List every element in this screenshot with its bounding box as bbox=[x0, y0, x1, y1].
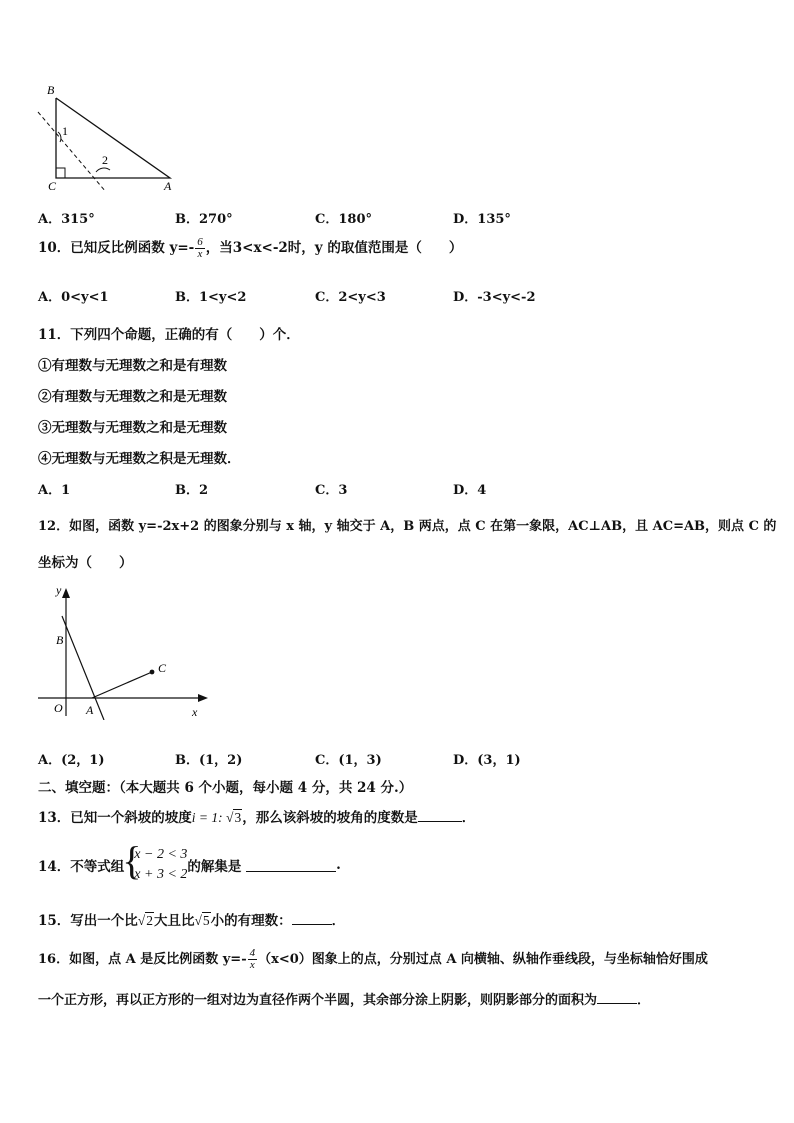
q10-option-a[interactable]: A．0<y<1 bbox=[38, 290, 109, 305]
q11-proposition-1: ①有理数与无理数之和是有理数 bbox=[38, 358, 227, 374]
vertex-label-a: A bbox=[164, 179, 172, 193]
point-label-c: C bbox=[158, 661, 167, 675]
axis-label-y: y bbox=[56, 583, 62, 597]
answer-blank-13[interactable] bbox=[418, 809, 462, 822]
angle-label-2: 2 bbox=[102, 153, 108, 167]
q10-option-b[interactable]: B．1<y<2 bbox=[175, 290, 247, 305]
q11-option-d[interactable]: D．4 bbox=[453, 483, 487, 498]
q9-option-a[interactable]: A．315° bbox=[38, 212, 95, 227]
question-16-line-1: 16．如图，点 A 是反比例函数 y=- $\frac{4}{x}$ （x<0）图象上的点，分别过点 A 向横轴、纵轴作垂线段，与坐标轴恰好围成 bbox=[38, 947, 708, 971]
q11-proposition-2: ②有理数与无理数之和是无理数 bbox=[38, 389, 227, 405]
coordinate-figure bbox=[32, 580, 212, 720]
q10-option-d[interactable]: D．-3<y<-2 bbox=[453, 290, 536, 305]
axis-label-x: x bbox=[192, 705, 198, 719]
question-16-line-2: 一个正方形，再以正方形的一组对边为直径作两个半圆，其余部分涂上阴影，则阴影部分的面积为 ． bbox=[38, 993, 651, 1008]
question-13: 13．已知一个斜坡的坡度i = 1: √3，那么该斜坡的坡角的度数是 ． bbox=[38, 810, 476, 826]
question-11-stem: 11．下列四个命题，正确的有（ ）个． bbox=[38, 327, 300, 343]
sqrt-5: √5 bbox=[194, 913, 210, 928]
q11-option-c[interactable]: C．3 bbox=[315, 483, 348, 498]
q9-option-d[interactable]: D．135° bbox=[453, 212, 511, 227]
vertex-label-b: B bbox=[47, 83, 55, 97]
q10-option-c[interactable]: C．2<y<3 bbox=[315, 290, 386, 305]
question-10-stem: 10．已知反比例函数 y=- $\frac{6}{x}$ ，当3<x<-2时，y 的取值范围是（ ） bbox=[38, 236, 463, 260]
sqrt-2: √2 bbox=[137, 913, 153, 928]
q11-option-b[interactable]: B．2 bbox=[175, 483, 209, 498]
question-12-line-1: 12．如图，函数 y=-2x+2 的图象分别与 x 轴，y 轴交于 A，B 两点，点 C 在第一象限，AC⊥AB，且 AC=AB，则点 C 的 bbox=[38, 519, 777, 534]
answer-blank-14[interactable] bbox=[246, 859, 336, 872]
answer-blank-16[interactable] bbox=[597, 991, 637, 1004]
answer-blank-15[interactable] bbox=[292, 912, 332, 925]
q9-option-c[interactable]: C．180° bbox=[315, 212, 372, 227]
sqrt-3: √3 bbox=[226, 810, 242, 825]
slope-ratio: i = 1: bbox=[191, 810, 227, 825]
point-label-a: A bbox=[86, 703, 94, 717]
question-15: 15．写出一个比√2大且比√5小的有理数： ． bbox=[38, 913, 346, 929]
q11-option-a[interactable]: A．1 bbox=[38, 483, 71, 498]
vertex-label-c: C bbox=[48, 179, 57, 193]
q11-proposition-4: ④无理数与无理数之积是无理数． bbox=[38, 451, 241, 467]
q11-proposition-3: ③无理数与无理数之和是无理数 bbox=[38, 420, 227, 436]
fraction-4-over-x: $\frac{4}{x}$ bbox=[249, 947, 256, 971]
q12-option-b[interactable]: B．(1，2) bbox=[175, 753, 243, 768]
question-14: 14．不等式组 { x − 2 < 3 x + 3 < 2 的解集是 . bbox=[38, 838, 341, 883]
inequality-system: { x − 2 < 3 x + 3 < 2 bbox=[122, 838, 188, 883]
point-label-b: B bbox=[56, 633, 64, 647]
triangle-figure bbox=[30, 80, 180, 195]
section-heading-fill-in: 二、填空题：（本大题共 6 个小题，每小题 4 分，共 24 分.） bbox=[38, 780, 413, 796]
origin-label-o: O bbox=[54, 701, 63, 715]
angle-label-1: 1 bbox=[62, 124, 68, 138]
q12-option-a[interactable]: A．(2，1) bbox=[38, 753, 105, 768]
q12-option-d[interactable]: D．(3，1) bbox=[453, 753, 521, 768]
fraction-6-over-x: $\frac{6}{x}$ bbox=[197, 236, 203, 260]
q9-option-b[interactable]: B．270° bbox=[175, 212, 233, 227]
question-12-line-2: 坐标为（ ） bbox=[38, 555, 133, 571]
q12-option-c[interactable]: C．(1，3) bbox=[315, 753, 382, 768]
